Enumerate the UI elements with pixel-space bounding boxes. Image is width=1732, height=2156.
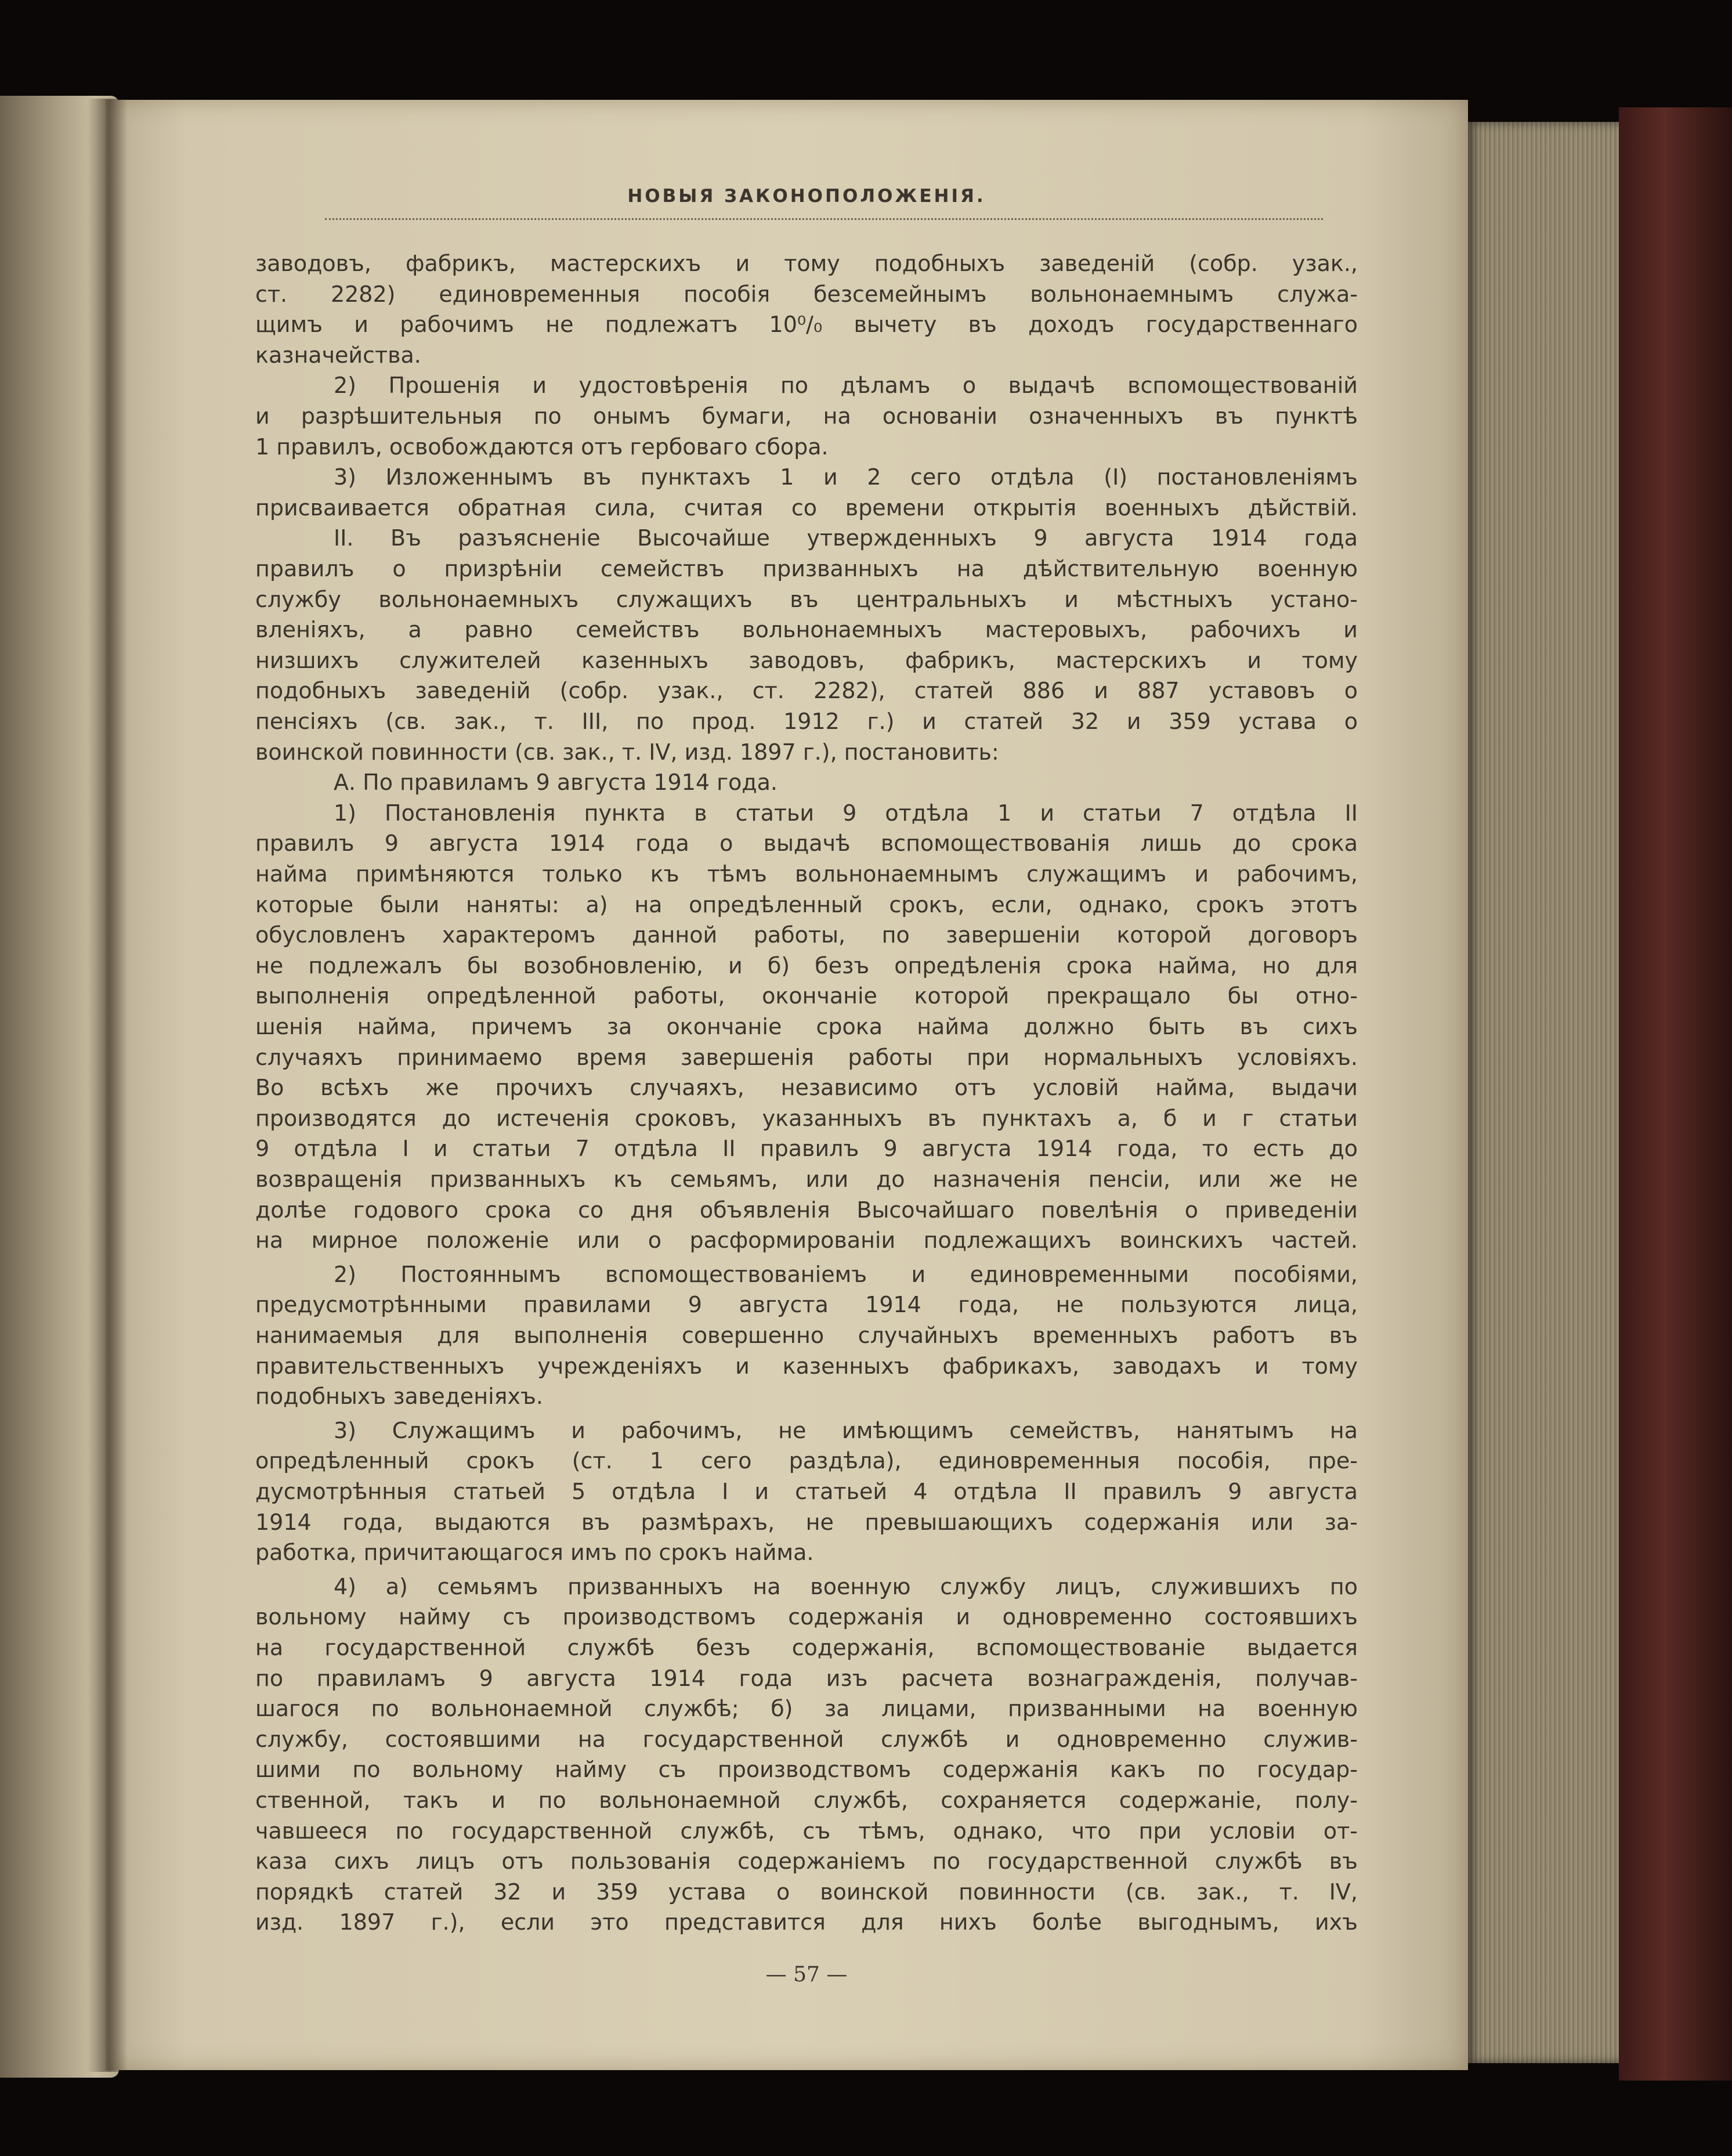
text-line: вольному найму съ производствомъ содержанія и одновременно состоявшихъ <box>255 1604 1358 1630</box>
text-line: обусловленъ характеромъ данной работы, по завершеніи которой договоръ <box>255 922 1358 948</box>
text-line: долѣе годового срока со дня объявленія Высочайшаго повелѣнія о приведеніи <box>255 1197 1358 1223</box>
text-line: низшихъ служителей казенныхъ заводовъ, фабрикъ, мастерскихъ и тому <box>255 647 1358 673</box>
text-line: дусмотрѣнныя статьей 5 отдѣла I и статьей 4 отдѣла II правилъ 9 августа <box>255 1479 1358 1504</box>
text-line: вленіяхъ, а равно семействъ вольнонаемныхъ мастеровыхъ, рабочихъ и <box>255 617 1358 643</box>
text-line: каза сихъ лицъ отъ пользованія содержаніемъ по государственной службѣ въ <box>255 1848 1358 1875</box>
text-line: правилъ 9 августа 1914 года о выдачѣ вспомоществованія лишь до срока <box>255 830 1358 857</box>
text-line: порядкѣ статей 32 и 359 устава о воинской повинности (св. зак., т. IV, <box>255 1879 1358 1905</box>
text-line: производятся до истеченія сроковъ, указанныхъ въ пунктахъ а, б и г статьи <box>255 1105 1358 1131</box>
text-line: 2) Прошенія и удостовѣренія по дѣламъ о выдачѣ вспомоществованій <box>334 373 1358 399</box>
text-line: 9 отдѣла I и статьи 7 отдѣла II правилъ 9 августа 1914 года, то есть до <box>255 1136 1358 1162</box>
book-gutter <box>87 99 128 2072</box>
text-line: службу, состоявшими на государственной службѣ и одновременно служив- <box>255 1726 1358 1752</box>
text-line: не подлежалъ бы возобновленію, и б) безъ опредѣленія срока найма, но для <box>255 952 1358 978</box>
text-line: 2) Постояннымъ вспомоществованіемъ и единовременными пособіями, <box>334 1261 1358 1287</box>
text-line: А. По правиламъ 9 августа 1914 года. <box>334 770 778 796</box>
page-edges <box>1468 122 1622 2063</box>
text-line: работка, причитающагося имъ по срокъ найма. <box>255 1540 814 1566</box>
text-line: 3) Служащимъ и рабочимъ, не имѣющимъ семействъ, нанятымъ на <box>334 1417 1358 1443</box>
text-line: на мирное положеніе или о расформированіи подлежащихъ воинскихъ частей. <box>255 1227 1358 1254</box>
text-line: по правиламъ 9 августа 1914 года изъ расчета вознагражденія, получав- <box>255 1665 1358 1691</box>
text-block <box>255 174 1358 2008</box>
text-line: подобныхъ заведеній (собр. узак., ст. 2282), статей 886 и 887 уставовъ о <box>255 678 1358 704</box>
text-line: возвращенія призванныхъ къ семьямъ, или до назначенія пенсіи, или же не <box>255 1167 1358 1192</box>
text-line: Во всѣхъ же прочихъ случаяхъ, независимо отъ условій найма, выдачи <box>255 1075 1358 1101</box>
text-line: которые были наняты: а) на опредѣленный срокъ, если, однако, срокъ этотъ <box>255 891 1358 918</box>
text-line: казначейства. <box>255 342 421 368</box>
text-line: шими по вольному найму съ производствомъ содержанія какъ по государ- <box>255 1757 1358 1783</box>
text-line: нанимаемыя для выполненія совершенно случайныхъ временныхъ работъ въ <box>255 1323 1358 1348</box>
text-line: присваивается обратная сила, считая со времени открытія военныхъ дѣйствій. <box>255 494 1358 521</box>
text-line: опредѣленный срокъ (ст. 1 сего раздѣла), единовременныя пособія, пре- <box>255 1448 1358 1474</box>
text-line: воинской повинности (св. зак., т. IV, изд. 1897 г.), постановить: <box>255 739 999 765</box>
text-line: правительственныхъ учрежденіяхъ и казенныхъ фабрикахъ, заводахъ и тому <box>255 1353 1358 1379</box>
page-number: — 57 — <box>765 1963 848 1987</box>
text-line: случаяхъ принимаемо время завершенія работы при нормальныхъ условіяхъ. <box>255 1044 1358 1070</box>
running-head: НОВЫЯ ЗАКОНОПОЛОЖЕНІЯ. <box>627 186 986 207</box>
text-line: предусмотрѣнными правилами 9 августа 1914 года, не пользуются лица, <box>255 1292 1358 1318</box>
text-line: 1) Постановленія пункта в статьи 9 отдѣла 1 и статьи 7 отдѣла II <box>334 800 1358 826</box>
text-line: 1914 года, выдаются въ размѣрахъ, не превышающихъ содержанія или за- <box>255 1509 1358 1535</box>
text-line: выполненія опредѣленной работы, окончаніе которой прекращало бы отно- <box>255 983 1358 1009</box>
text-line: на государственной службѣ безъ содержанія, вспомоществованіе выдается <box>255 1635 1358 1660</box>
text-line: 3) Изложеннымъ въ пунктахъ 1 и 2 сего отдѣла (I) постановленіямъ <box>334 464 1358 490</box>
text-line: правилъ о призрѣніи семействъ призванныхъ на дѣйствительную военную <box>255 556 1358 582</box>
text-line: заводовъ, фабрикъ, мастерскихъ и тому подобныхъ заведеній (собр. узак., <box>255 251 1358 276</box>
text-line: 1 правилъ, освобождаются отъ гербоваго сбора. <box>255 434 829 460</box>
text-line: ственной, такъ и по вольнонаемной службѣ, сохраняется содержаніе, полу- <box>255 1787 1358 1813</box>
text-line: ст. 2282) единовременныя пособія безсемейнымъ вольнонаемнымъ служа- <box>255 281 1358 307</box>
text-line: службу вольнонаемныхъ служащихъ въ центральныхъ и мѣстныхъ устано- <box>255 586 1358 612</box>
text-line: найма примѣняются только къ тѣмъ вольнонаемнымъ служащимъ и рабочимъ, <box>255 861 1358 887</box>
text-line: шенія найма, причемъ за окончаніе срока найма должно быть въ сихъ <box>255 1014 1358 1039</box>
text-line: 4) а) семьямъ призванныхъ на военную службу лицъ, служившихъ по <box>334 1573 1358 1599</box>
text-line: пенсіяхъ (св. зак., т. III, по прод. 1912 г.) и статей 32 и 359 устава о <box>255 709 1358 734</box>
text-line: и разрѣшительныя по онымъ бумаги, на основаніи означенныхъ въ пунктѣ <box>255 403 1358 429</box>
header-rule <box>325 218 1323 220</box>
text-line: шагося по вольнонаемной службѣ; б) за лицами, призванными на военную <box>255 1696 1358 1722</box>
text-line: щимъ и рабочимъ не подлежатъ 10⁰/₀ вычету въ доходъ государственнаго <box>255 312 1358 338</box>
book-cover <box>1619 107 1732 2081</box>
text-line: чавшееся по государственной службѣ, съ тѣмъ, однако, что при условіи от- <box>255 1818 1358 1844</box>
text-line: изд. 1897 г.), если это представится для нихъ болѣе выгоднымъ, ихъ <box>255 1909 1358 1935</box>
text-line: подобныхъ заведеніяхъ. <box>255 1384 543 1410</box>
text-line: II. Въ разъясненіе Высочайше утвержденныхъ 9 августа 1914 года <box>334 525 1358 551</box>
